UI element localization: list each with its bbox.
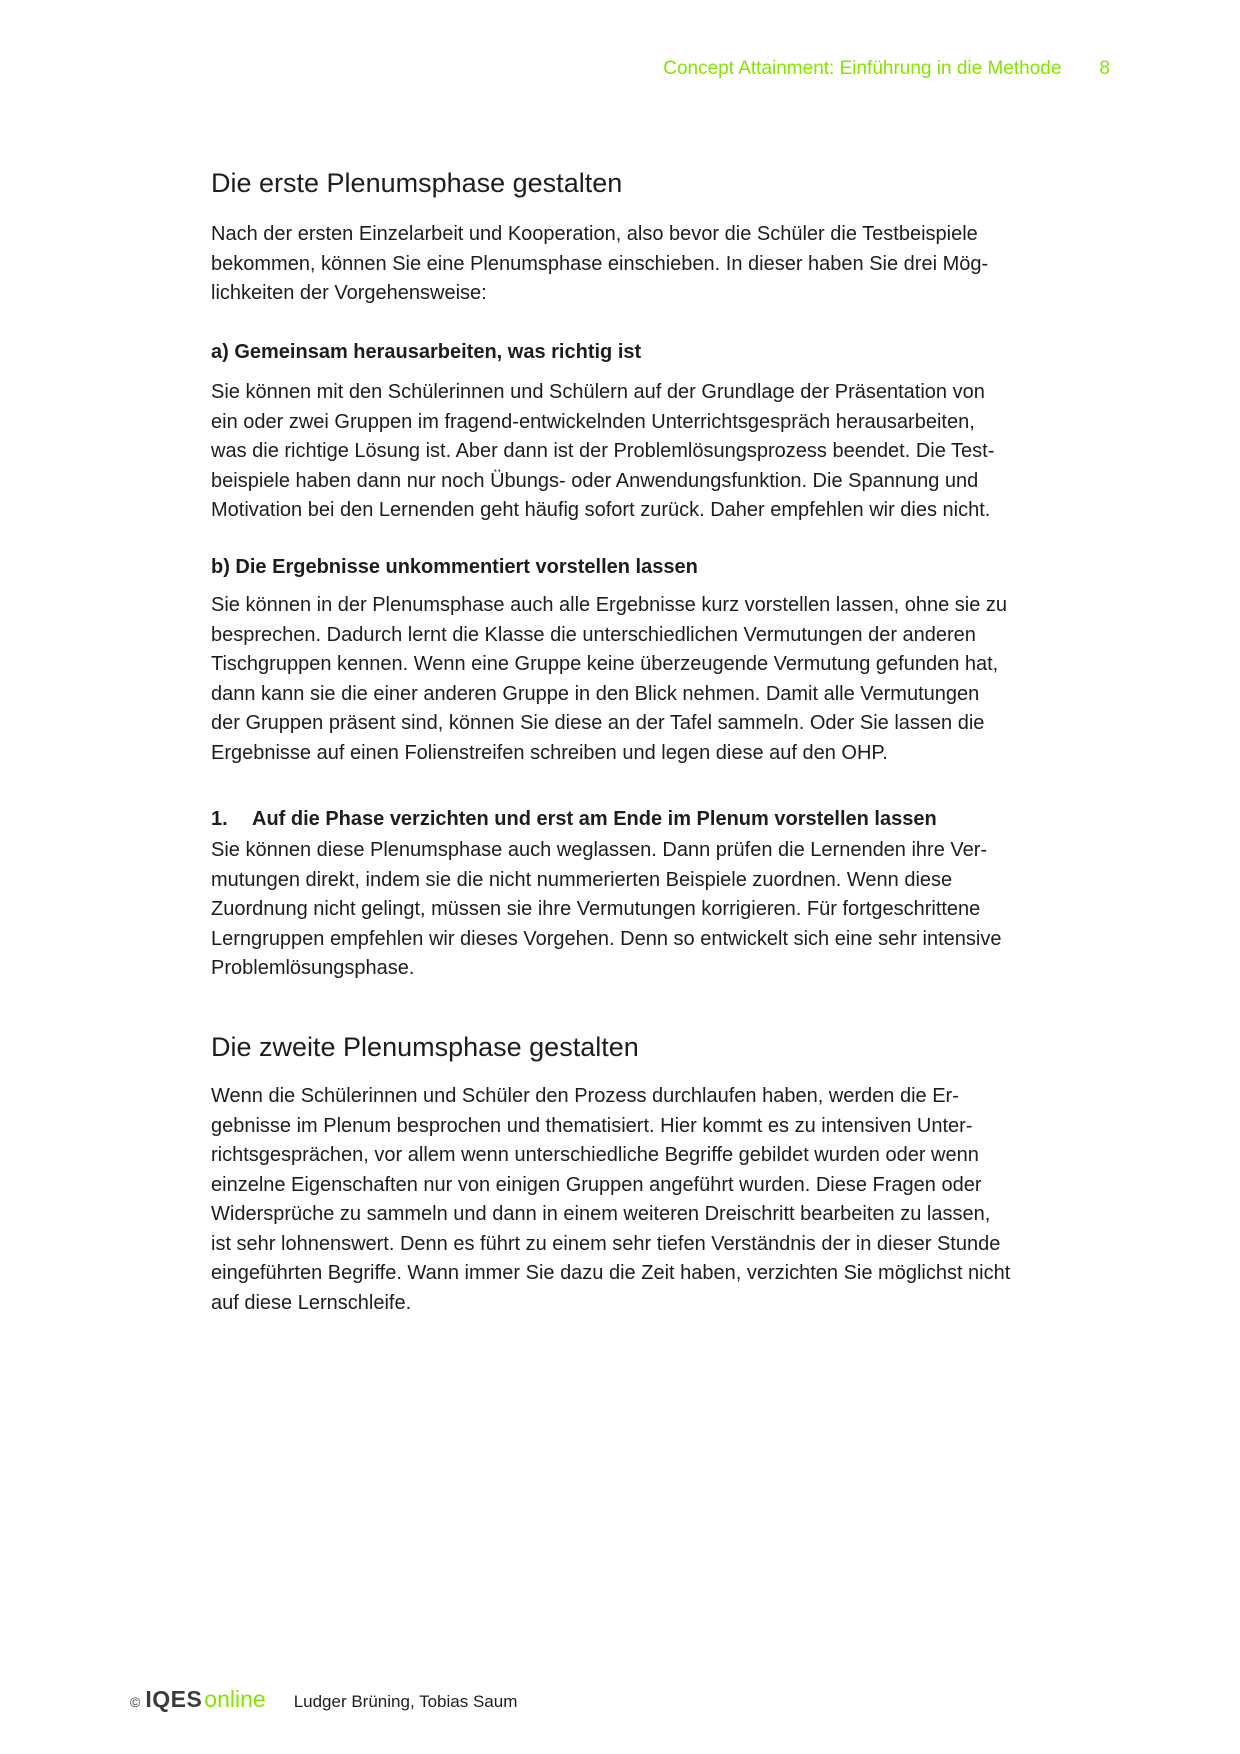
text-line: auf diese Lernschleife. [211,1291,412,1314]
text-line: einzelne Eigenschaften nur von einigen Gruppen angeführt wurden. Diese Fragen oder [211,1173,982,1196]
text-line: dann kann sie die einer anderen Gruppe in den Blick nehmen. Damit alle Vermutungen [211,682,980,705]
page-footer [130,1686,517,1713]
text-line: Wenn die Schülerinnen und Schüler den Prozess durchlaufen haben, werden die Er- [211,1085,959,1107]
text-line: eingeführten Begriffe. Wann immer Sie dazu die Zeit haben, verzichten Sie möglichst nicht [211,1262,1011,1284]
authors-credit: Ludger Brüning, Tobias Saum [293,1692,518,1711]
text-line: was die richtige Lösung ist. Aber dann ist der Problemlösungsprozess beendet. Die Test- [211,440,995,462]
text-line: mutungen direkt, indem sie die nicht nummerierten Beispiele zuordnen. Wenn diese [211,868,953,891]
subheading-option-c [211,805,937,835]
text-line: lichkeiten der Vorgehensweise: [211,282,487,304]
text-line: Sie können mit den Schülerinnen und Schülern auf der Grundlage der Präsentation von [211,381,985,403]
list-number: 1. [211,808,228,830]
text-line: beispiele haben dann nur noch Übungs- oder Anwendungsfunktion. Die Spannung und [211,469,979,492]
paragraph-option-c [211,836,1001,984]
text-line: der Gruppen präsent sind, können Sie diese an der Tafel sammeln. Oder Sie lassen die [211,712,985,734]
subheading-option-a: a) Gemeinsam herausarbeiten, was richtig ist [211,341,642,363]
text-line: gebnisse im Plenum besprochen und thematisiert. Hier kommt es zu intensiven Unter- [211,1114,973,1137]
copyright-icon: © [130,1694,141,1710]
section-heading-first-plenum: Die erste Plenumsphase gestalten [211,168,623,198]
paragraph-option-b [211,591,1007,768]
subheading-option-b: b) Die Ergebnisse unkommentiert vorstellen lassen [211,556,698,578]
text-line: Sie können diese Plenumsphase auch weglassen. Dann prüfen die Lernenden ihre Ver- [211,839,988,861]
header-title: Concept Attainment: Einführung in die Methode [663,58,1062,79]
intro-paragraph [211,220,988,309]
subheading-option-c-label: Auf die Phase verzichten und erst am Ende im Plenum vorstellen lassen [252,808,937,830]
section-heading-second-plenum: Die zweite Plenumsphase gestalten [211,1032,639,1062]
text-line: ist sehr lohnenswert. Denn es führt zu einem sehr tiefen Verständnis der in dieser Stunde [211,1232,1001,1255]
paragraph-second-plenum [211,1082,1010,1318]
text-line: bekommen, können Sie eine Plenumsphase einschieben. In dieser haben Sie drei Mög- [211,252,989,275]
text-line: Motivation bei den Lernenden geht häufig sofort zurück. Daher empfehlen wir dies nicht. [211,499,991,521]
text-line: Problemlösungsphase. [211,957,415,979]
text-line: besprechen. Dadurch lernt die Klasse die unterschiedlichen Vermutungen der anderen [211,623,976,646]
text-line: Tischgruppen kennen. Wenn eine Gruppe keine überzeugende Vermutung gefunden hat, [211,653,999,675]
text-line: Lerngruppen empfehlen wir dieses Vorgehen. Denn so entwickelt sich eine sehr intensive [211,927,1002,950]
iqes-online-logo: online [204,1686,266,1712]
text-line: Widersprüche zu sammeln und dann in einem weiteren Dreischritt bearbeiten zu lassen, [211,1203,991,1225]
text-line: Zuordnung nicht gelingt, müssen sie ihre Vermutungen korrigieren. Für fortgeschrittene [211,898,981,920]
text-line: ein oder zwei Gruppen im fragend-entwickelnden Unterrichtsgespräch herausarbeiten, [211,410,975,433]
text-line: richtsgesprächen, vor allem wenn unterschiedliche Begriffe gebildet wurden oder wenn [211,1144,979,1166]
text-line: Sie können in der Plenumsphase auch alle Ergebnisse kurz vorstellen lassen, ohne sie zu [211,594,1008,616]
text-line: Nach der ersten Einzelarbeit und Kooperation, also bevor die Schüler die Testbeispiele [211,223,978,245]
text-line: Ergebnisse auf einen Folienstreifen schreiben und legen diese auf den OHP. [211,741,888,764]
page-header [0,58,1110,80]
page-number: 8 [1099,58,1110,79]
iqes-logo: IQES [145,1686,203,1712]
paragraph-option-a [211,378,994,526]
